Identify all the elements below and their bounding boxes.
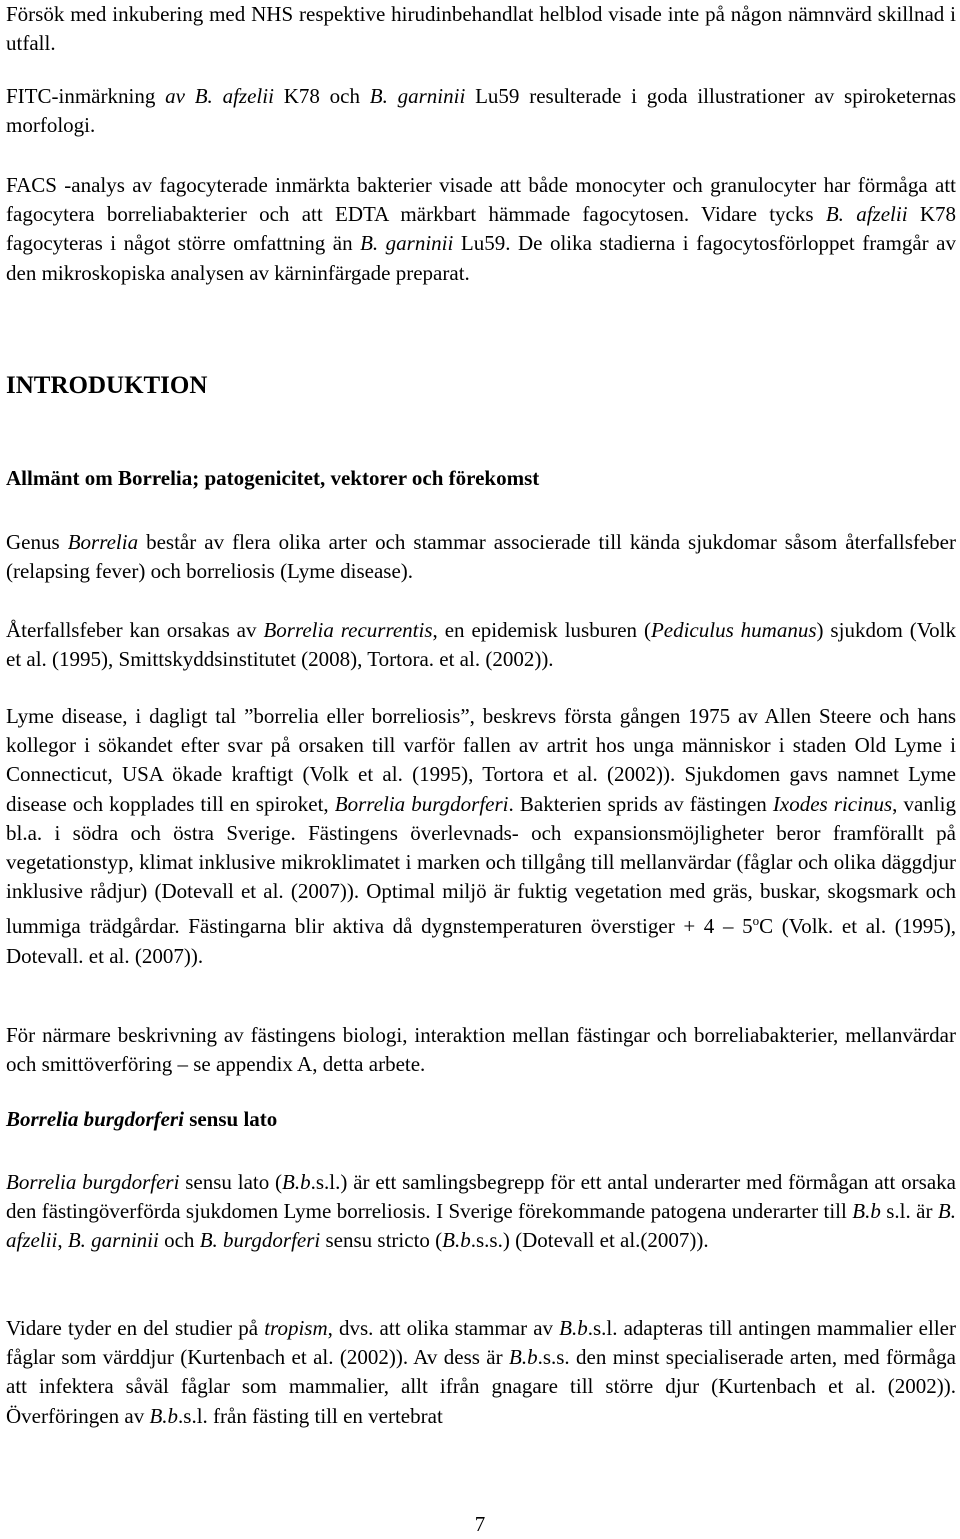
text-run: , dvs. att olika stammar av	[327, 1316, 560, 1340]
species-name: B.b	[149, 1403, 179, 1428]
text-run: FACS -analys av fagocyterade inmärkta bakterier visade att både monocyter och granulocyter har förmåga att fagocytera borreliabakterier och att EDTA märkbart hämmade fagocytosen. Vidare tycks	[6, 173, 956, 227]
paragraph-bb-sl	[6, 1168, 956, 1256]
paragraph-facs	[6, 171, 956, 288]
paragraph-lyme-disease	[6, 702, 956, 971]
subsection-heading-bb-sensu-lato	[6, 1105, 277, 1134]
species-name: B. garninii	[67, 1228, 159, 1253]
species-name: B.b	[282, 1170, 311, 1194]
text-run: Lu59 resulterade i goda illustrationer av spiroketernas morfologi.	[6, 84, 956, 138]
species-name: B.b	[442, 1228, 471, 1253]
species-name: Borrelia burgdorferi	[334, 791, 509, 816]
text-run: K78 fagocyteras i något större omfattning än	[6, 202, 956, 256]
species-name: Borrelia burgdorferi	[6, 1107, 184, 1131]
text-run: och	[158, 1228, 200, 1253]
species-name: B. burgdorferi	[199, 1228, 321, 1253]
species-name: Ixodes ricinus	[772, 791, 893, 816]
text-run: K78 och	[273, 84, 370, 108]
paragraph-aterfallsfeber	[6, 616, 956, 674]
degree-superscript: o	[752, 913, 760, 929]
species-name: av B. afzelii	[165, 84, 274, 108]
text-run: Lu59. De olika stadierna i fagocytosförloppet framgår av den mikroskopiska analysen av kärninfärgade preparat.	[6, 231, 956, 285]
species-name: B.b	[509, 1345, 538, 1370]
species-name: B.b	[852, 1199, 881, 1224]
text-run: ) sjukdom (Volk et al. (1995), Smittskyddsinstitutet (2008), Tortora. et al. (2002)).	[6, 618, 956, 672]
species-name: Pediculus humanus	[650, 618, 817, 642]
text-run: , vanlig bl.a. i södra och östra Sverige. Fästingens överlevnads- och expansionsmöjligheter beror framförallt på vegetationstyp, klimat inklusive mikroklimatet i marken och tillgång till mellanvärdar (fåglar och olika däggdjur inklusive rådjur) (Dotevall et al. (2007)). Optimal miljö är fuktig vegetation med gräs, buskar, skogsmark och lummiga trädgårdar. Fästingarna blir aktiva då dygnstemperaturen överstiger + 4 – 5	[6, 791, 956, 939]
species-name: Borrelia	[67, 530, 139, 554]
text-run: ,	[57, 1228, 68, 1253]
text-run: Lyme disease, i dagligt tal ”borrelia eller borreliosis”, beskrevs första gången 1975 av Allen Steere och hans kollegor i sökandet efter svar på orsaken till varför fallen av artrit hos unga människor i staden Old Lyme i Connecticut, USA ökade kraftigt (Volk et al. (1995), Tortora et al. (2002)). Sjukdomen gavs namnet Lyme disease och kopplades till en spiroket,	[6, 704, 956, 816]
text-run: s.l. är	[880, 1199, 938, 1224]
paragraph-genus	[6, 528, 956, 586]
text-run: .s.l.) är ett samlingsbegrepp för ett antal underarter med förmågan att orsaka den fästingöverförda sjukdomen Lyme borreliosis. I Sverige förekommande patogena underarter till	[6, 1170, 956, 1224]
text-run: .s.s.) (Dotevall et al.(2007)).	[470, 1228, 709, 1253]
paragraph-inkubering	[6, 0, 956, 58]
species-name: B. garninii	[369, 84, 466, 108]
text-run: består av flera olika arter och stammar associerade till kända sjukdomar såsom återfallsfeber (relapsing fever) och borreliosis (Lyme disease).	[6, 530, 956, 584]
paragraph-tropism	[6, 1314, 956, 1431]
section-heading-introduktion: INTRODUKTION	[6, 372, 208, 399]
text-run: Återfallsfeber kan orsakas av	[6, 618, 264, 642]
paragraph-narmare	[6, 1021, 956, 1079]
paragraph-text: Försök med inkubering med NHS respektive hirudinbehandlat helblod visade inte på någon nämnvärd skillnad i utfall.	[6, 2, 956, 56]
text-run: Genus	[6, 530, 68, 554]
text-run: . Bakterien sprids av fästingen	[508, 791, 773, 816]
text-run: .s.s. den minst specialiserade arten, med förmåga att infektera såväl fåglar som mammalier, allt ifrån gnagare till större djur (Kurtenbach et al. (2002)). Överföringen av	[6, 1345, 956, 1428]
text-run: sensu stricto (	[320, 1228, 443, 1253]
text-run: Vidare tyder en del studier på	[6, 1316, 265, 1340]
text-run: sensu lato (	[179, 1170, 283, 1194]
text-run: .s.l. adapteras till antingen mammalier eller fåglar som värddjur (Kurtenbach et al. (2002)). Av dess är	[6, 1316, 956, 1370]
text-run: sensu lato	[183, 1107, 278, 1131]
species-name: B.b	[559, 1316, 588, 1340]
text-run: , en epidemisk lusburen (	[432, 618, 651, 642]
text-run: FITC-inmärkning	[6, 84, 166, 108]
term: tropism	[264, 1316, 328, 1340]
species-name: Borrelia burgdorferi	[6, 1170, 180, 1194]
page-number: 7	[474, 1512, 486, 1536]
subsection-heading-allmant: Allmänt om Borrelia; patogenicitet, vektorer och förekomst	[6, 466, 540, 490]
species-name: B. afzelii	[6, 1199, 956, 1253]
paragraph-fitc	[6, 82, 956, 140]
species-name: Borrelia recurrentis	[263, 618, 433, 642]
text-run: För närmare beskrivning av fästingens biologi, interaktion mellan fästingar och borreliabakterier, mellanvärdar och smittöverföring – se appendix A, detta arbete.	[6, 1023, 956, 1077]
text-run: .s.l. från fästing till en vertebrat	[178, 1403, 443, 1428]
species-name: B. garninii	[360, 231, 454, 256]
text-run: C (Volk. et al. (1995), Dotevall. et al. (2007)).	[6, 914, 956, 968]
species-name: B. afzelii	[825, 202, 908, 227]
